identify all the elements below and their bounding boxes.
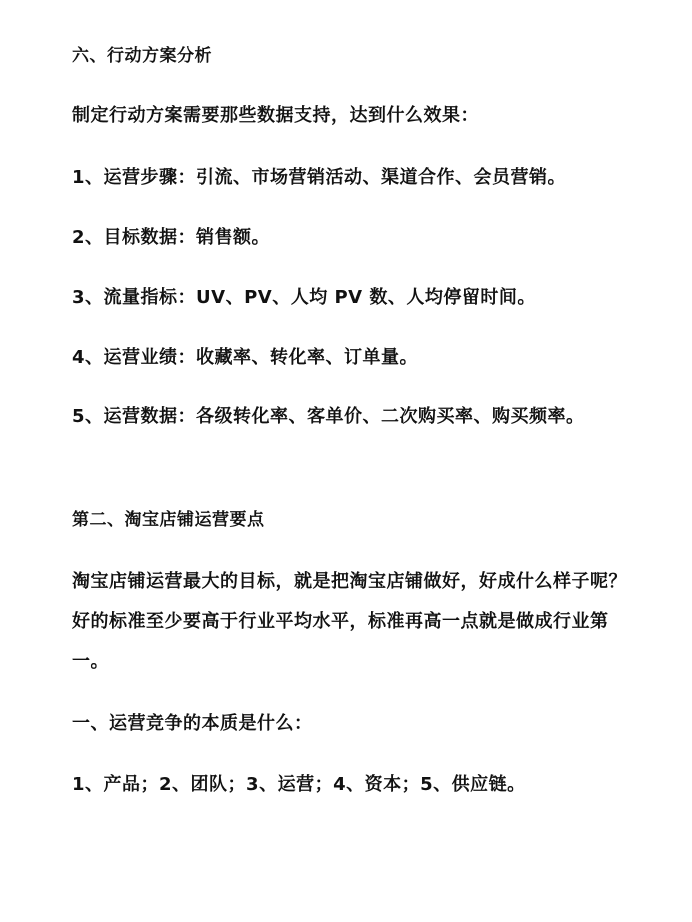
list-item-competition-factors: 1、产品；2、团队；3、运营；4、资本；5、供应链。 [72,774,526,795]
list-item-target-data: 2、目标数据：销售额。 [72,227,271,248]
section-heading-action-plan: 六、行动方案分析 [72,46,212,66]
list-item-traffic-metrics: 3、流量指标：UV、PV、人均 PV 数、人均停留时间。 [72,287,536,308]
section-heading-taobao-key-points: 第二、淘宝店铺运营要点 [72,510,265,530]
section-heading-competition-essence: 一、运营竞争的本质是什么： [72,713,313,734]
list-item-operation-data: 5、运营数据：各级转化率、客单价、二次购买率、购买频率。 [72,406,585,427]
list-item-operation-steps: 1、运营步骤：引流、市场营销活动、渠道合作、会员营销。 [72,167,567,188]
paragraph-taobao-goal: 淘宝店铺运营最大的目标，就是把淘宝店铺做好，好成什么样子呢？好的标准至少要高于行业平均水平，标准再高一点就是做成行业第一。 [72,571,627,672]
list-item-performance: 4、运营业绩：收藏率、转化率、订单量。 [72,347,419,368]
paragraph-data-support: 制定行动方案需要那些数据支持，达到什么效果： [72,105,479,126]
